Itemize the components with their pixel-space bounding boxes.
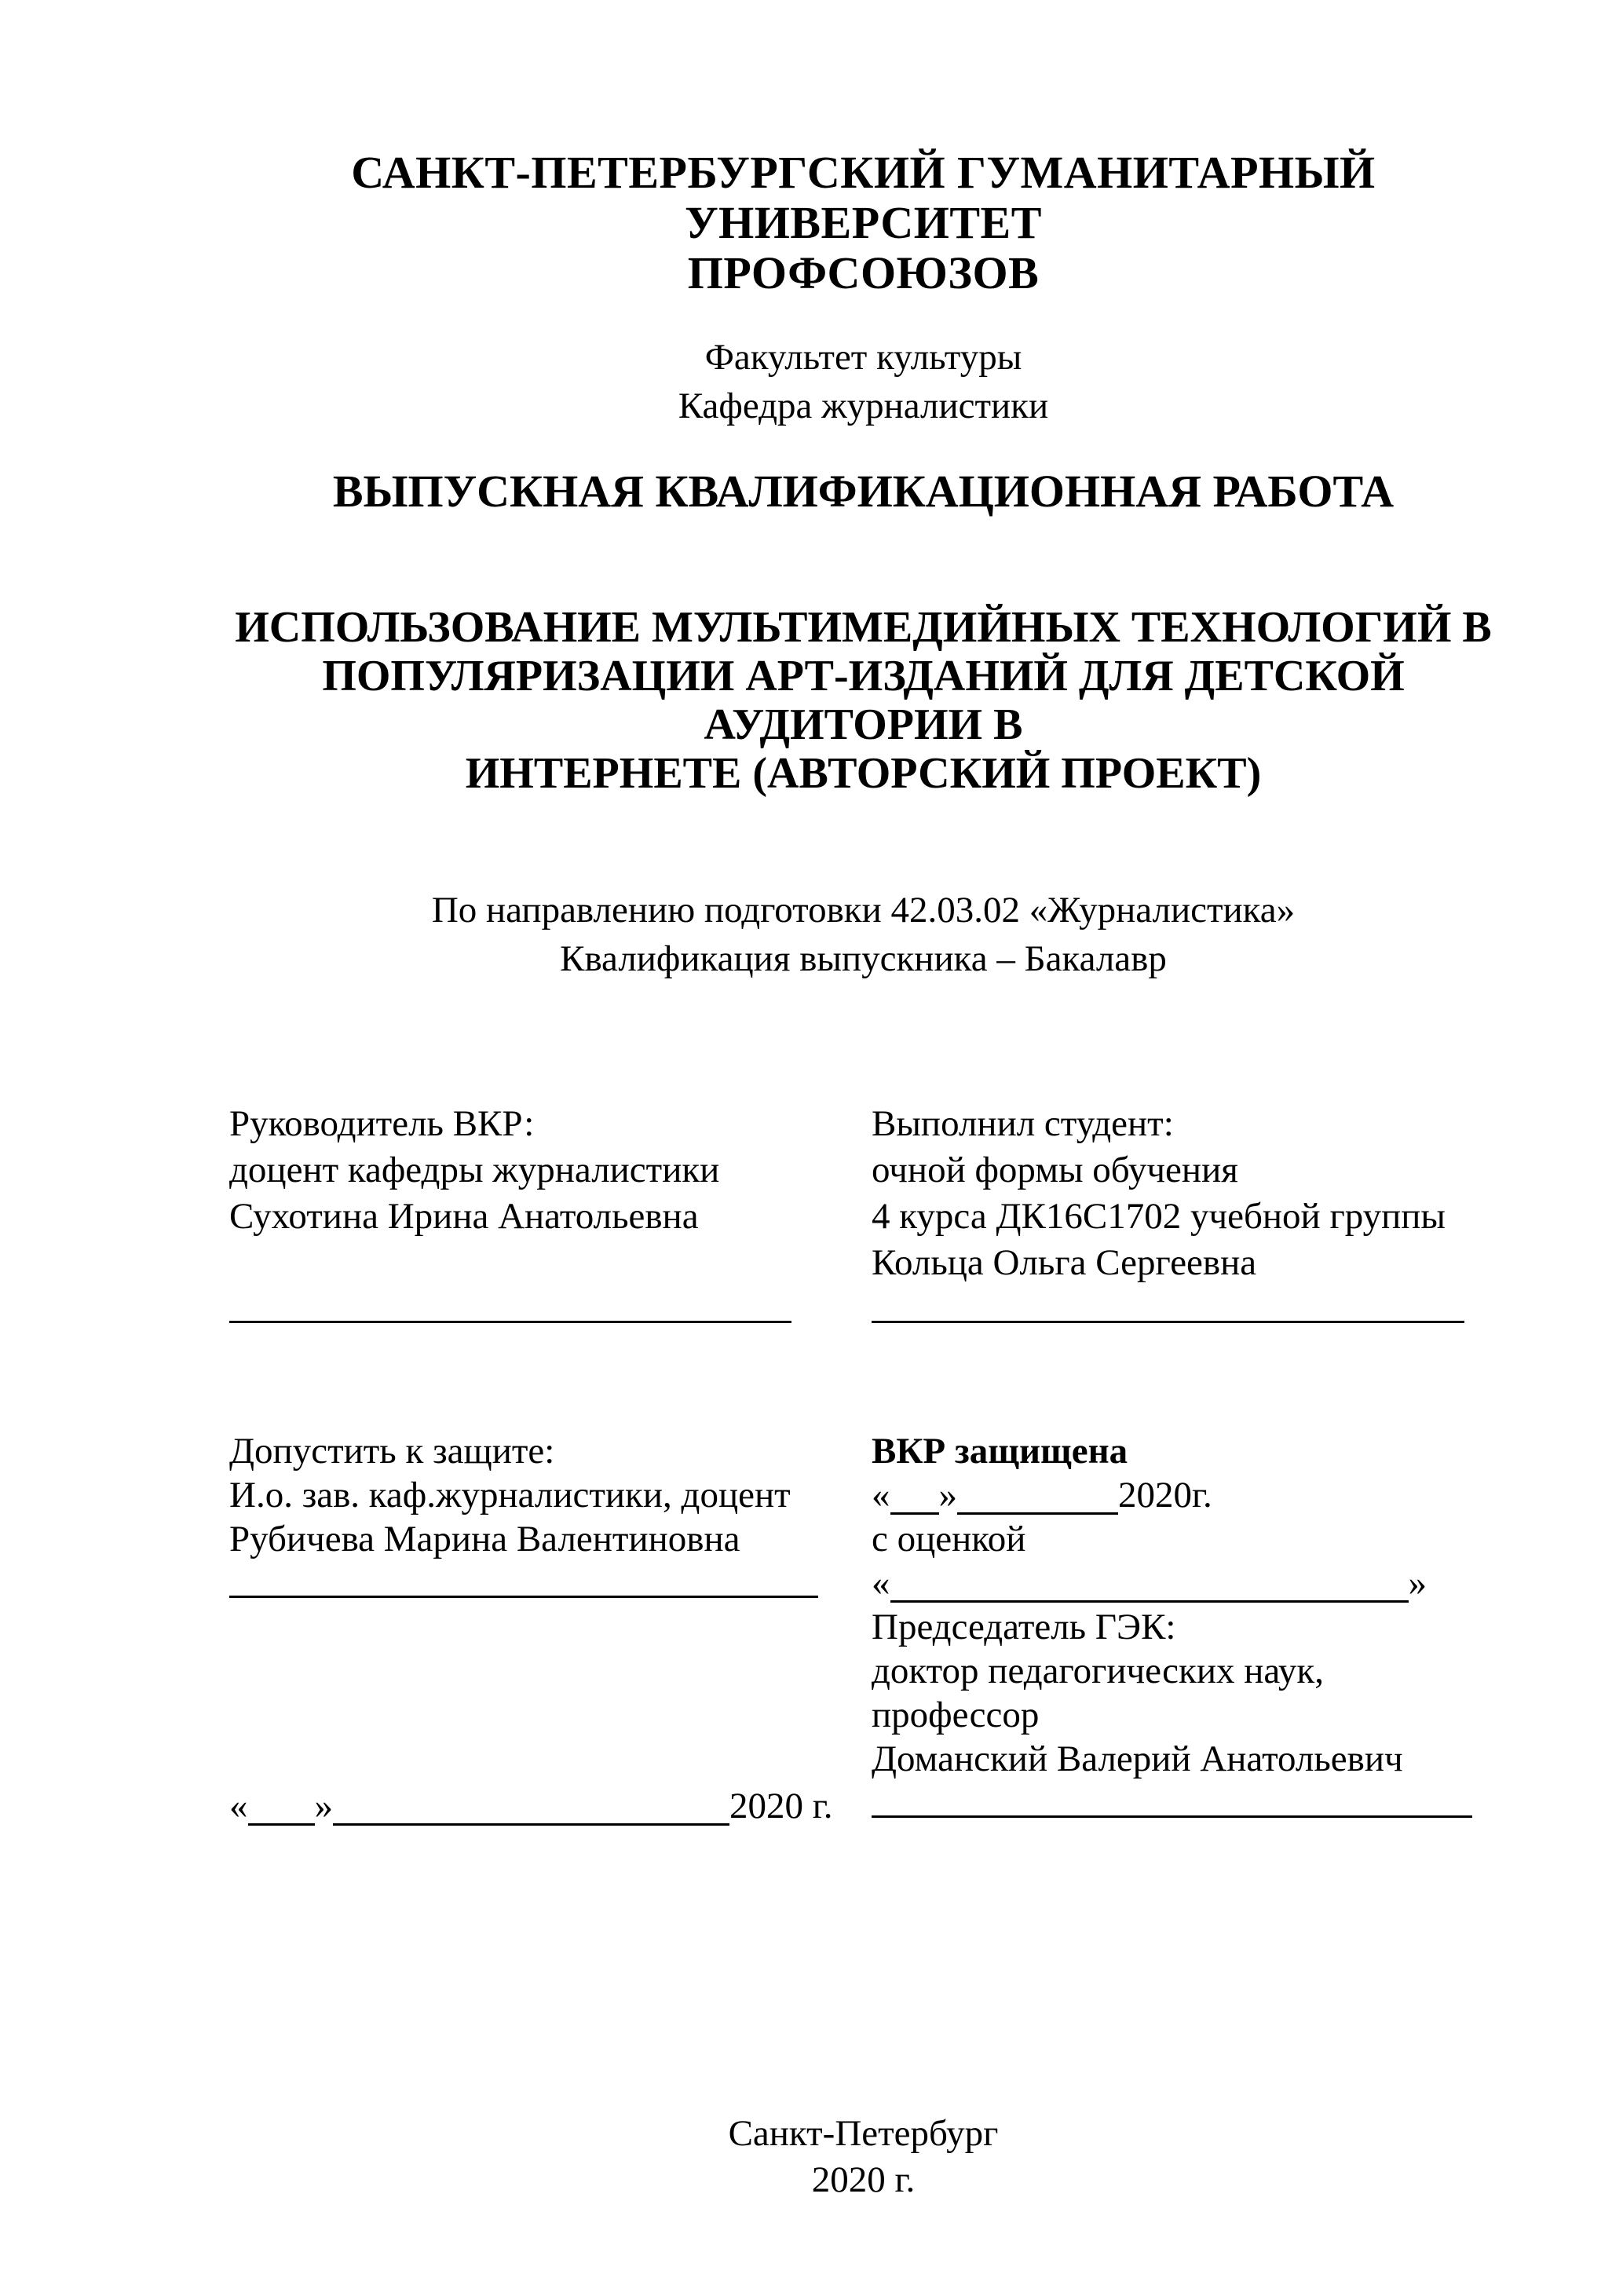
graduate-qualification: Квалификация выпускника – Бакалавр (560, 938, 1167, 979)
day-blank-line (248, 1815, 315, 1826)
program-block (229, 886, 1497, 983)
student-group: 4 курса ДК16С1702 учебной группы (872, 1196, 1446, 1237)
defense-status-label: ВКР защищена (872, 1431, 1128, 1472)
admission-date-row (229, 1784, 872, 1828)
supervisor-name: Сухотина Ирина Анатольевна (229, 1196, 699, 1237)
supervisor-signature-line (229, 1286, 791, 1323)
defense-date-row (872, 1473, 1497, 1517)
student-column (872, 1101, 1497, 1335)
supervisor-role-label: Руководитель ВКР: (229, 1103, 535, 1144)
gek-chairman-name: Доманский Валерий Анатольевич (872, 1738, 1403, 1779)
admission-date-year: 2020 г. (729, 1786, 833, 1826)
thesis-title-line3: ИНТЕРНЕТЕ (АВТОРСКИЙ ПРОЕКТ) (465, 749, 1262, 798)
spacer-row (229, 1240, 872, 1286)
admission-signature-line (229, 1561, 818, 1598)
supervisor-column (229, 1101, 872, 1335)
admission-approver-name: Рубичева Марина Валентиновна (229, 1519, 740, 1559)
defense-date-year: 2020г. (1118, 1475, 1212, 1515)
signatures-top-block (229, 1101, 1497, 1335)
student-study-form: очной формы обучения (872, 1150, 1238, 1190)
defense-grade-label: с оценкой (872, 1519, 1026, 1559)
footer-block (229, 2111, 1497, 2203)
thesis-title-line1: ИСПОЛЬЗОВАНИЕ МУЛЬТИМЕДИЙНЫХ ТЕХНОЛОГИЙ В (235, 603, 1492, 652)
defense-column (872, 1429, 1497, 1828)
admission-signature-row (229, 1561, 872, 1608)
open-quote: « (872, 1563, 890, 1603)
signatures-bottom-block (229, 1429, 1497, 1828)
university-name-line2: ПРОФСОЮЗОВ (687, 247, 1040, 298)
open-quote: « (229, 1786, 248, 1826)
admission-approver-position: И.о. зав. каф.журналистики, доцент (229, 1475, 791, 1515)
thesis-title (229, 603, 1497, 798)
close-quote: » (1408, 1563, 1427, 1603)
student-label: Выполнил студент: (872, 1103, 1174, 1144)
admission-label: Допустить к защите: (229, 1431, 555, 1472)
month-blank-line (957, 1504, 1118, 1515)
city-name: Санкт-Петербург (728, 2113, 999, 2154)
month-blank-line (333, 1815, 729, 1826)
university-name-line1: САНКТ-ПЕТЕРБУРГСКИЙ ГУМАНИТАРНЫЙ УНИВЕРСИТЕТ (351, 147, 1376, 248)
department-name: Кафедра журналистики (678, 386, 1049, 426)
close-quote: » (938, 1475, 957, 1515)
day-blank-line (890, 1504, 939, 1515)
gek-chairman-title: профессор (872, 1695, 1040, 1735)
gek-chairman-signature-line (872, 1781, 1472, 1818)
grade-blank-line (890, 1592, 1409, 1603)
work-type-heading: ВЫПУСКНАЯ КВАЛИФИКАЦИОННАЯ РАБОТА (332, 466, 1395, 517)
program-direction: По направлению подготовки 42.03.02 «Журналистика» (431, 890, 1296, 930)
admission-column (229, 1429, 872, 1828)
student-name: Кольца Ольга Сергеевна (872, 1242, 1257, 1283)
thesis-title-line2: ПОПУЛЯРИЗАЦИИ АРТ-ИЗДАНИЙ ДЛЯ ДЕТСКОЙ АУДИТОРИИ В (322, 652, 1405, 749)
student-signature-line (872, 1286, 1464, 1323)
year-line: 2020 г. (811, 2159, 916, 2200)
gek-chairman-signature-row (872, 1781, 1497, 1828)
open-quote: « (872, 1475, 890, 1515)
defense-grade-row (872, 1561, 1497, 1605)
gek-chairman-degree: доктор педагогических наук, (872, 1651, 1324, 1691)
supervisor-position: доцент кафедры журналистики (229, 1150, 720, 1190)
supervisor-signature-row (229, 1286, 872, 1335)
close-quote: » (314, 1786, 333, 1826)
student-signature-row (872, 1286, 1497, 1335)
faculty-name: Факультет культуры (704, 337, 1022, 378)
gek-chairman-label: Председатель ГЭК: (872, 1607, 1176, 1647)
